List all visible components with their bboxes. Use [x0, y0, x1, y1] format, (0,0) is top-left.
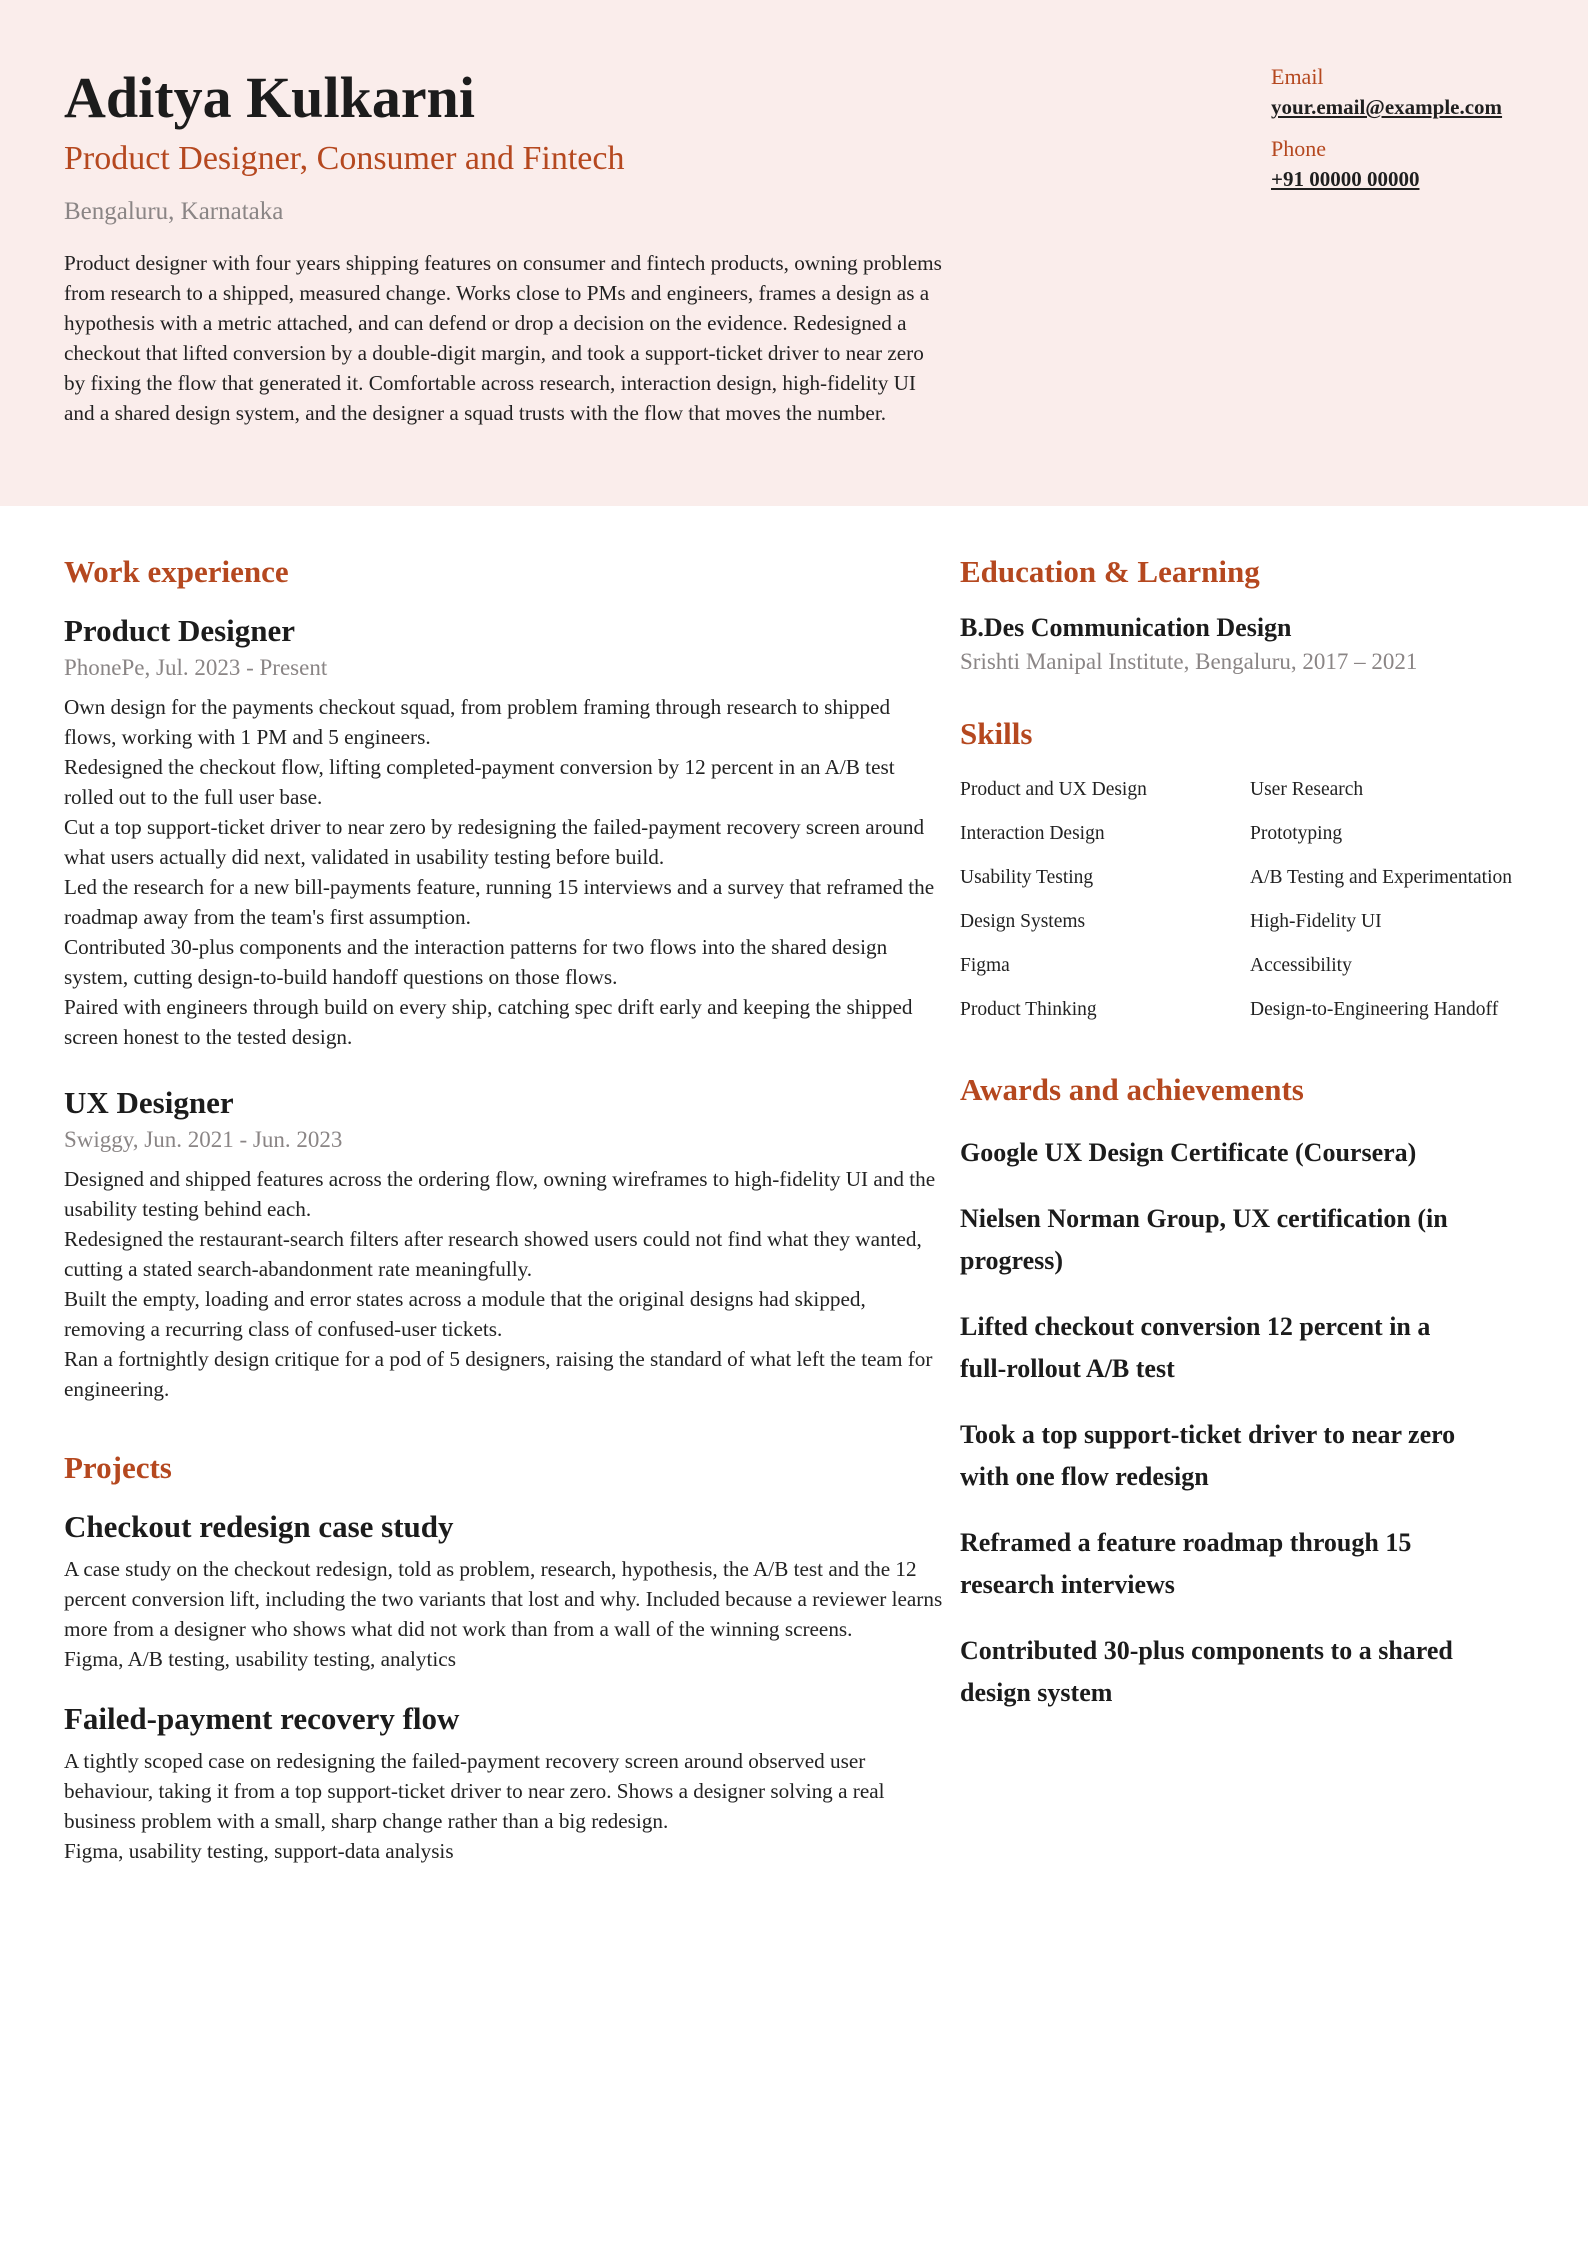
project-entry — [64, 1506, 944, 1674]
award-item: Took a top support-ticket driver to near zero with one flow redesign — [960, 1420, 1456, 1491]
candidate-location: Bengaluru, Karnataka — [64, 198, 284, 225]
project-title: Checkout redesign case study — [64, 1509, 454, 1544]
job-bullet: Paired with engineers through build on every ship, catching spec drift early and keeping the shipped screen honest to the tested design. — [64, 995, 913, 1049]
job-meta: PhonePe, Jul. 2023 - Present — [64, 655, 328, 680]
job-bullet: Built the empty, loading and error states across a module that the original designs had skipped, removing a recurring class of confused-user tickets. — [64, 1287, 866, 1341]
email-label: Email — [1271, 64, 1324, 89]
contact-block — [1271, 62, 1502, 206]
project-tools: Figma, usability testing, support-data analysis — [64, 1839, 454, 1863]
candidate-name: Aditya Kulkarni — [64, 65, 475, 130]
job-entry — [64, 1082, 944, 1404]
project-title: Failed-payment recovery flow — [64, 1701, 460, 1736]
job-title: Product Designer — [64, 613, 296, 648]
skill-item: A/B Testing and Experimentation — [1250, 867, 1513, 888]
education-section-title: Education & Learning — [960, 554, 1260, 589]
award-item: Google UX Design Certificate (Coursera) — [960, 1138, 1417, 1167]
skill-item: High-Fidelity UI — [1250, 911, 1382, 932]
job-title: UX Designer — [64, 1085, 234, 1120]
resume-header — [0, 0, 1588, 506]
skill-item: Interaction Design — [960, 823, 1105, 844]
job-bullet: Contributed 30-plus components and the interaction patterns for two flows into the shared design system, cutting design-to-build handoff questions on those flows. — [64, 935, 888, 989]
awards-section-title: Awards and achievements — [960, 1072, 1304, 1107]
skill-item: Design-to-Engineering Handoff — [1250, 999, 1499, 1020]
skill-item: Prototyping — [1250, 823, 1343, 844]
skill-item: Accessibility — [1250, 955, 1352, 976]
project-tools: Figma, A/B testing, usability testing, analytics — [64, 1647, 456, 1671]
phone-link[interactable]: +91 00000 00000 — [1271, 167, 1420, 191]
award-item: Reframed a feature roadmap through 15 research interviews — [960, 1528, 1412, 1599]
skill-item: Product and UX Design — [960, 779, 1147, 800]
project-description: A case study on the checkout redesign, told as problem, research, hypothesis, the A/B test and the 12 percent conversion lift, including the two variants that lost and why. Included because a reviewer learns more from a designer who shows what did not work than from a wall of the winning screens. — [64, 1557, 943, 1641]
skill-item: Usability Testing — [960, 867, 1094, 888]
job-bullet: Led the research for a new bill-payments feature, running 15 interviews and a survey that reframed the roadmap away from the team's first assumption. — [64, 875, 935, 929]
skills-grid — [960, 776, 1520, 1024]
job-bullet: Cut a top support-ticket driver to near zero by redesigning the failed-payment recovery screen around what users actually did next, validated in usability testing before build. — [64, 815, 925, 869]
skill-item: Design Systems — [960, 911, 1086, 932]
skills-section-title: Skills — [960, 716, 1033, 751]
skill-item: Product Thinking — [960, 999, 1097, 1020]
left-column — [64, 550, 944, 1890]
award-item: Lifted checkout conversion 12 percent in a full-rollout A/B test — [960, 1312, 1431, 1383]
skill-item: User Research — [1250, 779, 1364, 800]
job-bullet: Own design for the payments checkout squad, from problem framing through research to shipped flows, working with 1 PM and 5 engineers. — [64, 695, 891, 749]
email-link[interactable]: your.email@example.com — [1271, 95, 1503, 119]
job-bullet: Redesigned the checkout flow, lifting completed-payment conversion by 12 percent in an A/B test rolled out to the full user base. — [64, 755, 895, 809]
project-description: A tightly scoped case on redesigning the failed-payment recovery screen around observed user behaviour, taking it from a top support-ticket driver to near zero. Shows a designer solving a real business problem with a small, sharp change rather than a big redesign. — [64, 1749, 885, 1833]
job-bullet: Designed and shipped features across the ordering flow, owning wireframes to high-fidelity UI and the usability testing behind each. — [64, 1167, 936, 1221]
phone-label: Phone — [1271, 136, 1326, 161]
profile-summary: Product designer with four years shipping features on consumer and fintech products, owning problems from research to a shipped, measured change. Works close to PMs and engineers, frames a design as a hypothesis with a metric attached, and can defend or drop a decision on the evidence. Redesigned a checkout that lifted conversion by a double-digit margin, and took a support-ticket driver to near zero by fixing the flow that generated it. Comfortable across research, interaction design, high-fidelity UI and a shared design system, and the designer a squad trusts with the flow that moves the number. — [64, 251, 942, 425]
work-section-title: Work experience — [64, 554, 289, 589]
award-item: Nielsen Norman Group, UX certification (in progress) — [960, 1204, 1448, 1275]
education-school: Srishti Manipal Institute, Bengaluru, 2017 – 2021 — [960, 649, 1418, 674]
job-bullet: Ran a fortnightly design critique for a pod of 5 designers, raising the standard of what left the team for engineering. — [64, 1347, 933, 1401]
job-entry — [64, 610, 944, 1052]
job-bullet: Redesigned the restaurant-search filters after research showed users could not find what they wanted, cutting a stated search-abandonment rate meaningfully. — [64, 1227, 922, 1281]
candidate-role: Product Designer, Consumer and Fintech — [64, 140, 625, 177]
job-meta: Swiggy, Jun. 2021 - Jun. 2023 — [64, 1127, 343, 1152]
education-degree: B.Des Communication Design — [960, 613, 1292, 642]
right-column — [960, 550, 1520, 1738]
project-entry — [64, 1698, 944, 1866]
skill-item: Figma — [960, 955, 1010, 976]
projects-section-title: Projects — [64, 1450, 172, 1485]
award-item: Contributed 30-plus components to a shared design system — [960, 1636, 1453, 1707]
